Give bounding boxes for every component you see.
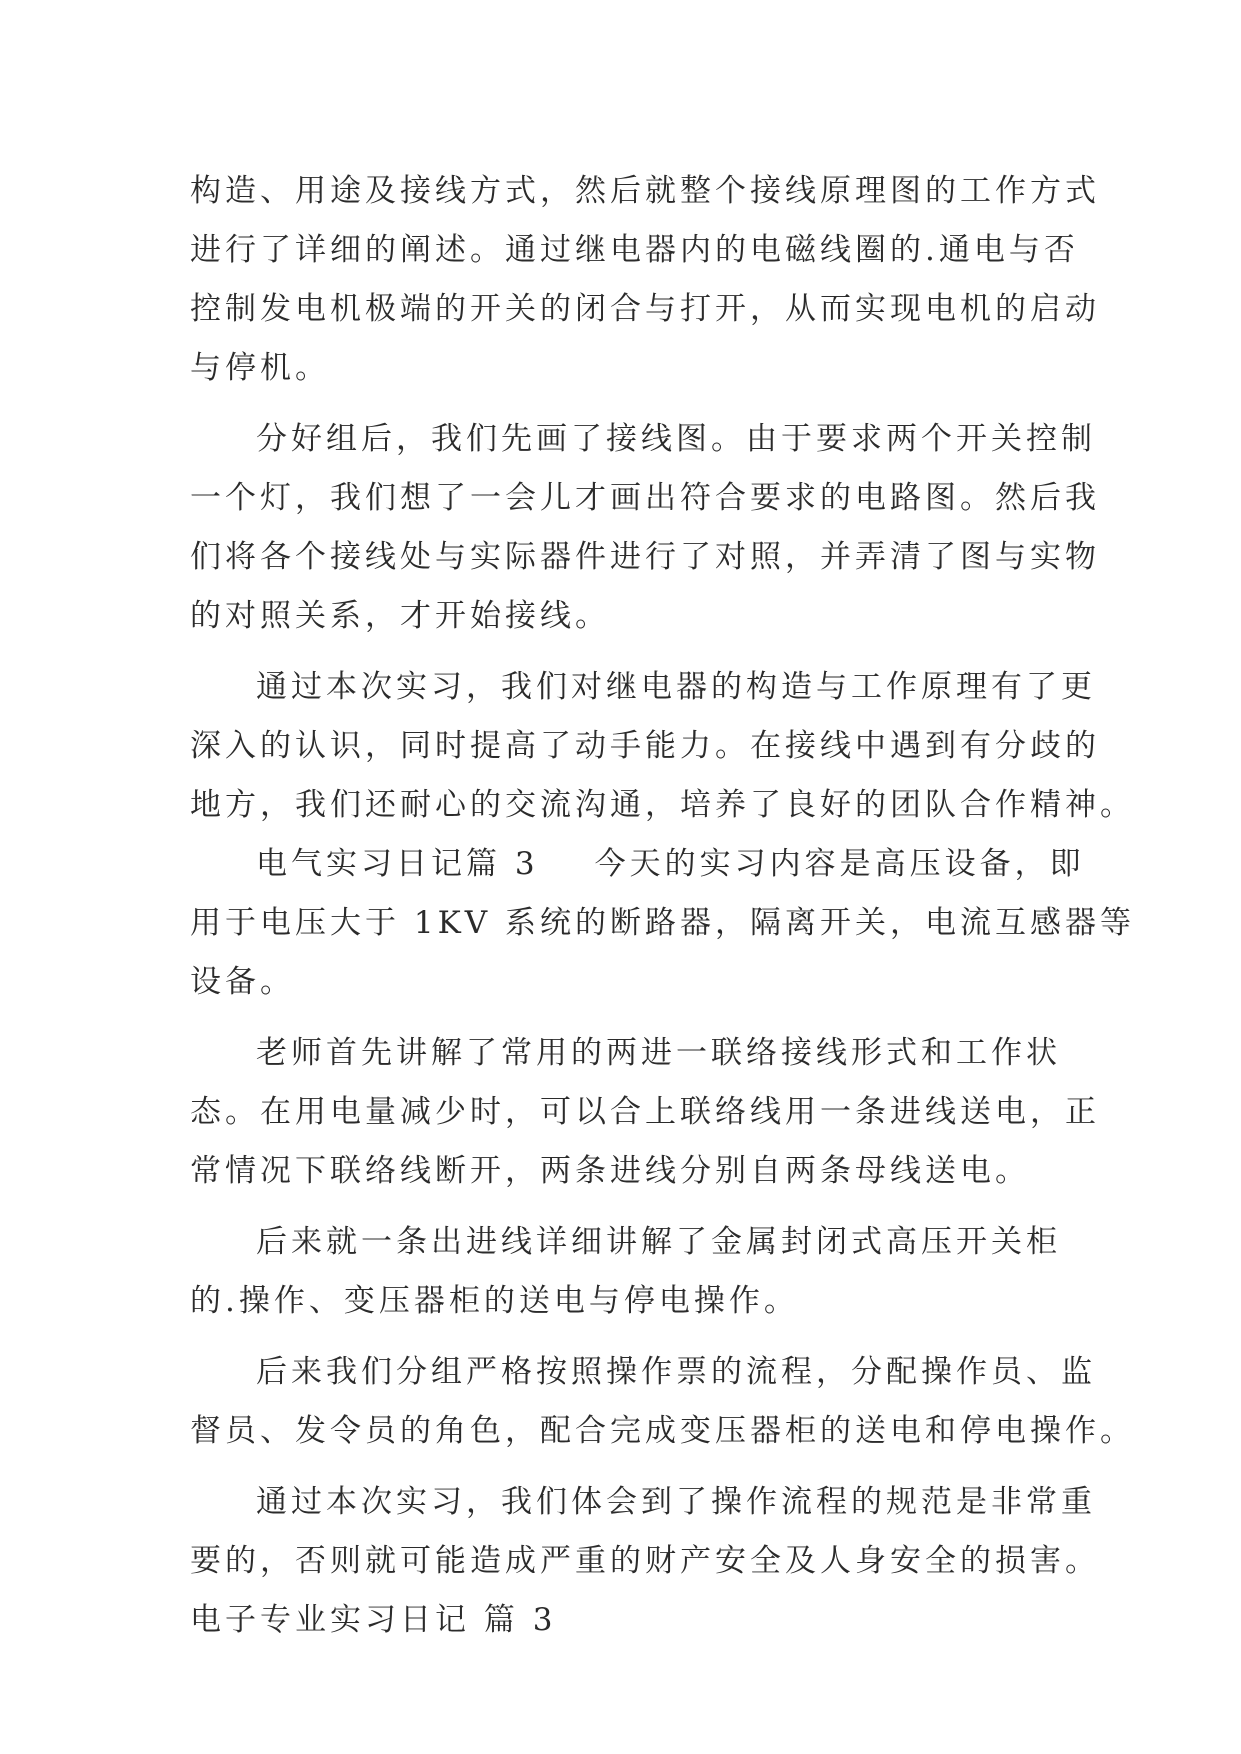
text-line: 地方，我们还耐心的交流沟通，培养了良好的团队合作精神。 bbox=[190, 787, 1135, 823]
section-heading: 电气实习日记篇 3 bbox=[256, 846, 539, 882]
paragraph bbox=[190, 162, 1100, 398]
text-line: 构造、用途及接线方式，然后就整个接线原理图的工作方式 bbox=[190, 173, 1100, 209]
text-line: 态。在用电量减少时，可以合上联络线用一条进线送电，正 bbox=[190, 1094, 1100, 1130]
paragraph bbox=[190, 1024, 1100, 1201]
document-body bbox=[190, 162, 1135, 1650]
paragraph bbox=[190, 658, 1135, 835]
text-line: 通过本次实习，我们对继电器的构造与工作原理有了更 bbox=[256, 669, 1096, 705]
paragraph bbox=[190, 1343, 1135, 1461]
text-line: 深入的认识，同时提高了动手能力。在接线中遇到有分歧的 bbox=[190, 728, 1100, 764]
text-line: 分好组后，我们先画了接线图。由于要求两个开关控制 bbox=[256, 421, 1096, 457]
text-run: 今天的实习内容是高压设备，即 bbox=[594, 846, 1085, 882]
paragraph bbox=[190, 410, 1100, 646]
text-line: 后来我们分组严格按照操作票的流程，分配操作员、监 bbox=[256, 1354, 1096, 1390]
text-line: 们将各个接线处与实际器件进行了对照，并弄清了图与实物 bbox=[190, 539, 1100, 575]
text-line: 督员、发令员的角色，配合完成变压器柜的送电和停电操作。 bbox=[190, 1413, 1135, 1449]
text-line: 控制发电机极端的开关的闭合与打开，从而实现电机的启动 bbox=[190, 291, 1100, 327]
text-line: 后来就一条出进线详细讲解了金属封闭式高压开关柜 bbox=[256, 1224, 1061, 1260]
text-line: 老师首先讲解了常用的两进一联络接线形式和工作状 bbox=[256, 1035, 1061, 1071]
text-line: 的.操作、变压器柜的送电与停电操作。 bbox=[190, 1283, 799, 1319]
text-line: 一个灯，我们想了一会儿才画出符合要求的电路图。然后我 bbox=[190, 480, 1100, 516]
text-line: 要的，否则就可能造成严重的财产安全及人身安全的损害。 bbox=[190, 1543, 1100, 1579]
text-line: 通过本次实习，我们体会到了操作流程的规范是非常重 bbox=[256, 1484, 1096, 1520]
text-line bbox=[190, 835, 1085, 894]
text-line: 常情况下联络线断开，两条进线分别自两条母线送电。 bbox=[190, 1153, 1030, 1189]
text-line: 与停机。 bbox=[190, 350, 330, 386]
text-line: 用于电压大于 1KV 系统的断路器，隔离开关，电流互感器等 bbox=[190, 905, 1135, 941]
paragraph bbox=[190, 1213, 1060, 1331]
text-line: 设备。 bbox=[190, 964, 295, 1000]
text-line: 的对照关系，才开始接线。 bbox=[190, 598, 610, 634]
paragraph bbox=[190, 1591, 1060, 1650]
section-heading: 电子专业实习日记 篇 3 bbox=[190, 1602, 557, 1638]
paragraph bbox=[190, 835, 1135, 1012]
text-line: 进行了详细的阐述。通过继电器内的电磁线圈的.通电与否 bbox=[190, 232, 1079, 268]
paragraph bbox=[190, 1473, 1100, 1591]
